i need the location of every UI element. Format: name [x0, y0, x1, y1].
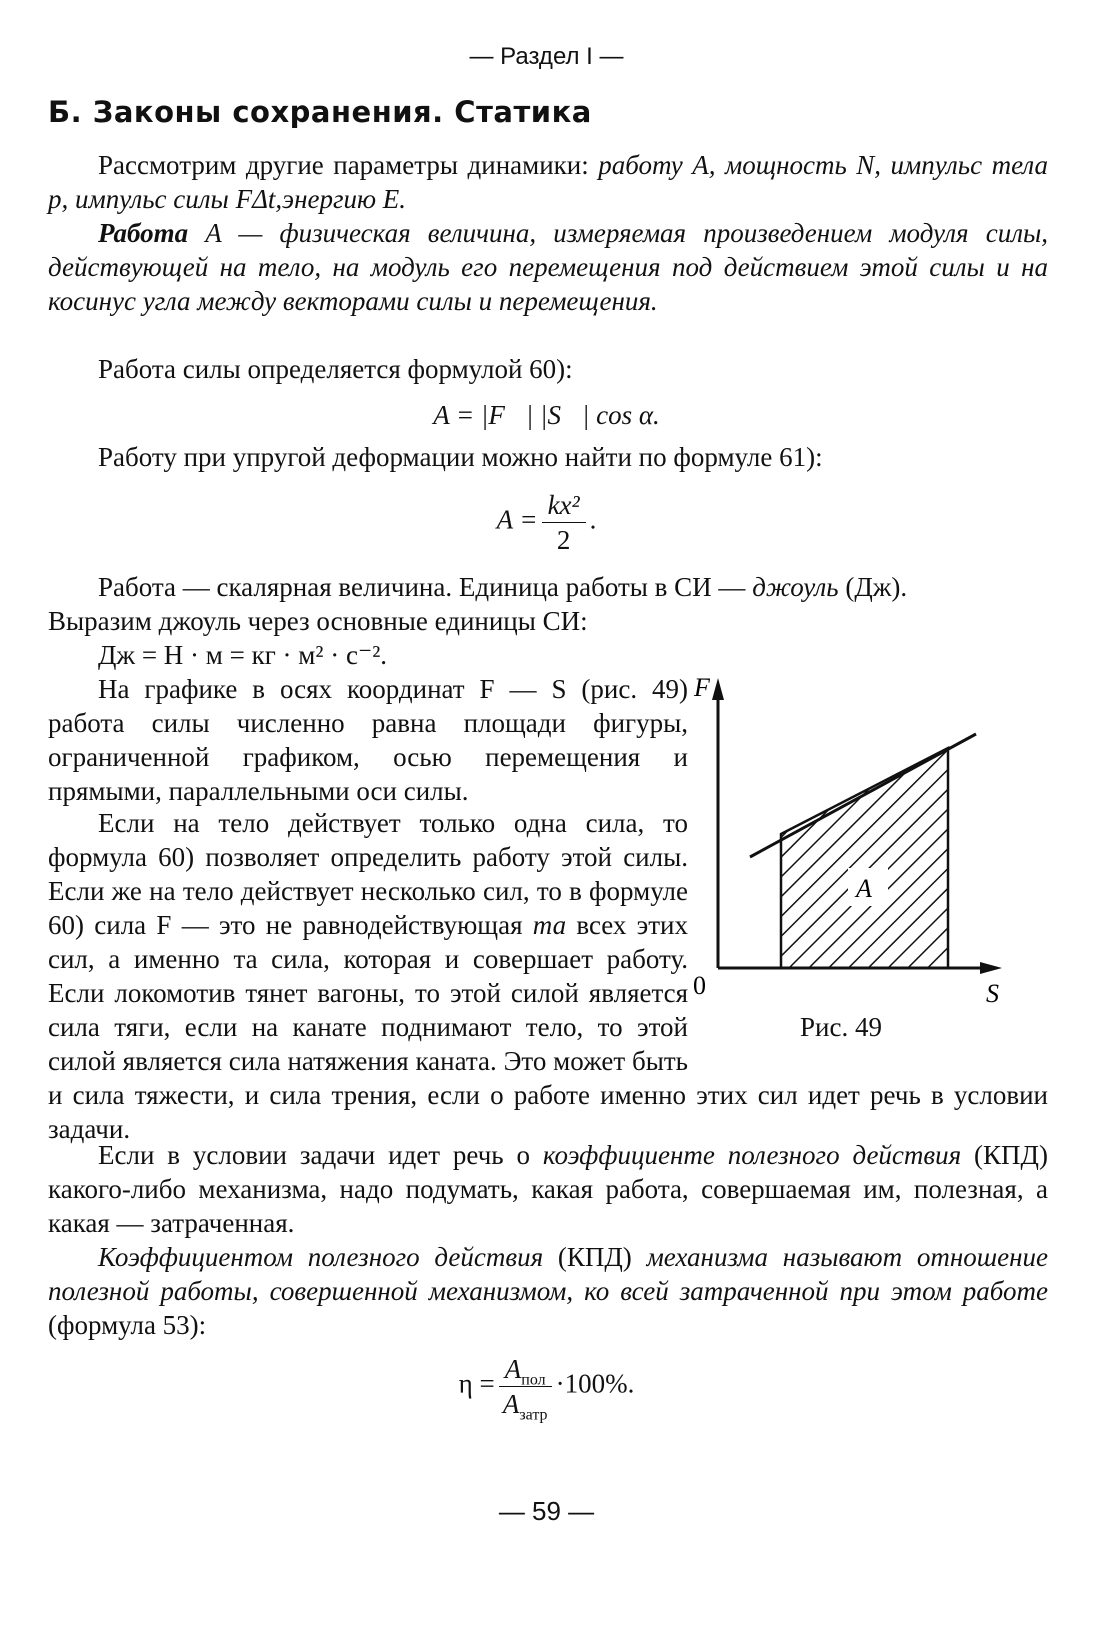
formula-eff-fraction [499, 1352, 552, 1424]
efficiency-def-mid: (КПД) [543, 1242, 647, 1272]
efficiency-def-text: механизма называют отношение полезной работы, совершенной механизмом, ко всей затраченной при этом работе [48, 1242, 1048, 1306]
formula-elastic [0, 488, 1093, 557]
intro-params: работу A, мощность N, импульс тела p, импульс силы FΔt,энергию E. [48, 150, 1048, 214]
paragraph-elastic-intro: Работу при упругой деформации можно найти по формуле 61): [98, 442, 823, 472]
paragraph-work-definition [48, 216, 1048, 318]
formula-eff-num-symbol: A [504, 1354, 522, 1384]
joule-italic: джоуль [752, 572, 839, 602]
joule-abbr: (Дж). [838, 572, 908, 602]
figure-49-graph [688, 672, 1018, 1052]
paragraph-work-formula-intro: Работа силы определяется формулой 60): [98, 354, 573, 384]
axis-x-label: S [986, 979, 999, 1008]
formula-eff-num-subscript: пол [521, 1371, 546, 1389]
formula-elastic-end: . [589, 504, 597, 535]
origin-label: 0 [693, 971, 706, 1000]
paragraph-efficiency-definition [48, 1240, 1048, 1342]
hatched-area [781, 748, 948, 968]
formula-eff-lhs: η = [458, 1368, 495, 1399]
work-definition: A — физическая величина, измеряемая произведением модуля силы, действующей на тело, на модуль его перемещения под действием этой силы и на косинус угла между векторами силы и перемещения. [48, 218, 1048, 316]
efficiency-rest: (КПД) какого-либо механизма, надо подумать, какая работа, совершаемая им, полезная, а какая — затраченная. [48, 1140, 1048, 1238]
scalar-text: Работа — скалярная величина. Единица работы в СИ — [98, 572, 753, 602]
formula-eff-den-subscript: затр [519, 1406, 548, 1424]
area-label: A [856, 874, 872, 903]
formula-eff-denominator [499, 1387, 552, 1424]
formula-elastic-denominator: 2 [556, 525, 571, 555]
formula-elastic-numerator: kx² [542, 488, 586, 523]
formula-elastic-fraction [542, 488, 586, 557]
efficiency-lead: Если в условии задачи идет речь о [98, 1140, 543, 1170]
running-head: — Раздел I — [469, 43, 624, 70]
figure-caption: Рис. 49 [800, 1012, 882, 1042]
single-force-italic: та [532, 910, 567, 940]
paragraph-scalar [48, 570, 1048, 604]
section-title: Б. Законы сохранения. Статика [48, 95, 592, 129]
page-number: — 59 — [498, 1496, 595, 1526]
paragraph-efficiency-intro [48, 1138, 1048, 1240]
formula-eff-den-symbol: A [502, 1389, 520, 1419]
joule-si-units: Дж = Н · м = кг · м² · с⁻². [98, 640, 388, 670]
formula-eff-numerator [499, 1352, 552, 1387]
formula-elastic-lhs: A = [496, 504, 538, 535]
formula-efficiency [0, 1352, 1093, 1424]
work-term: Работа [98, 218, 189, 248]
formula-eff-rhs: ·100%. [555, 1368, 635, 1399]
paragraph-graph-area: На графике в осях координат F — S (рис. 49) работа силы численно равна площади фигуры, ограниченной графиком, осью перемещения и прямыми, параллельными оси силы. [48, 674, 688, 806]
efficiency-def-tail: (формула 53): [48, 1310, 207, 1340]
intro-lead: Рассмотрим другие параметры динамики: [98, 150, 599, 180]
formula-work [0, 398, 1093, 432]
single-force-part2: всех этих сил, а именно та сила, которая и совершает работу. Если локомотив тянет вагоны, то этой силой является сила тяги, если на канате поднимают тело, то этой силой является сила натяжения каната. Это может быть и сила тяжести, и сила трения, если о работе именно этих сил идет речь в условии задачи. [48, 910, 1048, 1144]
axis-y-label: F [694, 673, 710, 702]
paragraph-intro [48, 148, 1048, 216]
axis-x-arrow [980, 962, 1002, 974]
formula-work-expression: A = |F⃗| |S⃗| cos α. [433, 400, 660, 430]
paragraph-express-joule: Выразим джоуль через основные единицы СИ: [48, 606, 588, 636]
efficiency-def-term: Коэффициентом полезного действия [98, 1242, 544, 1272]
efficiency-term: коэффициенте полезного действия [542, 1140, 962, 1170]
single-force-part1: Если на тело действует только одна сила, то формула 60) позволяет определить работу этой силы. Если же на тело действует несколько сил, то в формуле 60) сила F — это не равнодействующая [48, 808, 688, 940]
axis-y-arrow [712, 678, 724, 700]
